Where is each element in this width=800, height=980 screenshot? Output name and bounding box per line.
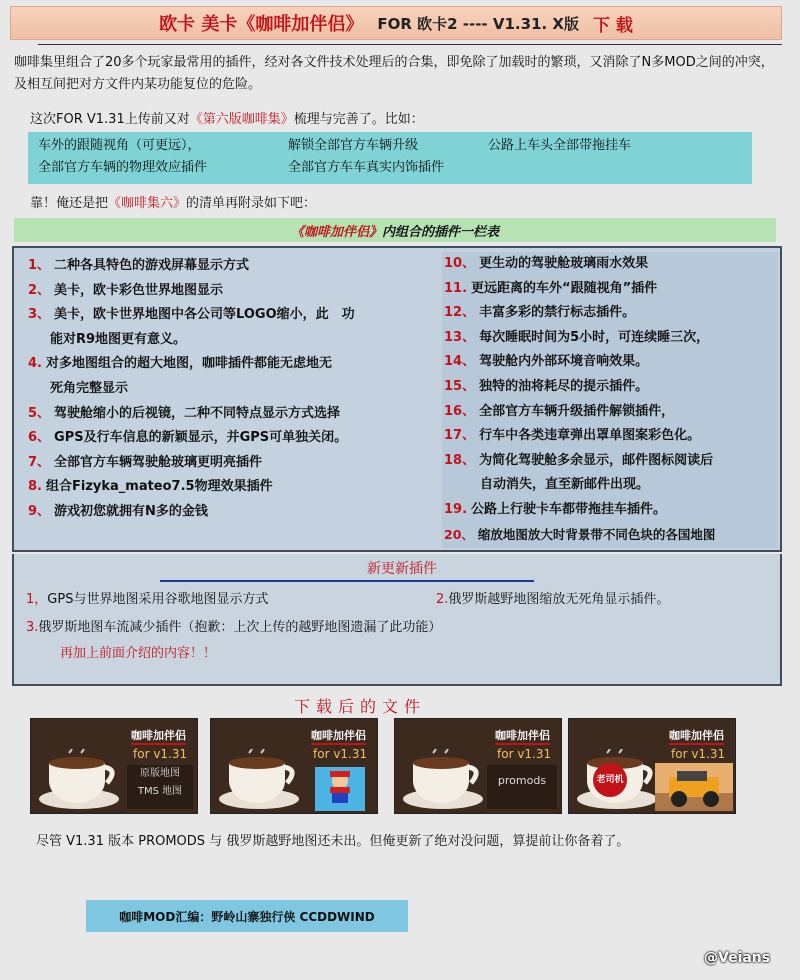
- card-label: 原版地图: [140, 768, 180, 779]
- list-item: [28, 475, 436, 500]
- item-number: 12、: [444, 305, 476, 321]
- item-text: 驾驶舱缩小的后视镜，二种不同特点显示方式选择: [54, 405, 341, 421]
- item-text: 每次睡眠时间为5小时，可连续睡三次，: [479, 329, 710, 345]
- card-title: 咖啡加伴侣: [131, 727, 186, 745]
- footer-note: 尽管 V1.31 版本 PROMODS 与 俄罗斯越野地图还未出。但俺更新了绝对没问题，算提前让你备着了。: [36, 834, 630, 849]
- item-text: GPS及行车信息的新颖显示，并GPS可单独关闭。: [54, 430, 348, 446]
- note-line: [30, 192, 316, 211]
- update-item: [26, 588, 268, 607]
- list-item: [28, 328, 436, 353]
- item-text: 组合Fizyka_mateo7.5物理效果插件: [45, 479, 273, 495]
- download-card[interactable]: [568, 718, 736, 814]
- item-text: 俄罗斯地图车流减少插件（抱歉：上次上传的越野地图遗漏了此功能）: [38, 620, 442, 635]
- mario-icon: [315, 767, 365, 811]
- list-item: [28, 426, 436, 451]
- item-number: 7、: [28, 454, 51, 470]
- item-text: 丰富多彩的禁行标志插件。: [479, 305, 636, 321]
- item-number: 4.: [28, 356, 42, 372]
- note-highlight: 《咖啡集六》: [108, 196, 187, 211]
- list-item: [28, 500, 436, 525]
- item-number: 3、: [28, 307, 51, 323]
- files-title: 下载后的文件: [293, 697, 426, 716]
- card-title: 咖啡加伴侣: [669, 727, 724, 745]
- title-banner: [10, 6, 782, 40]
- item-text: 驾驶舱内外部环境音响效果。: [479, 354, 649, 370]
- item-number: 18、: [444, 452, 476, 468]
- list-item: [444, 424, 778, 449]
- feature-row: [38, 157, 742, 179]
- item-text: 能对R9地图更有意义。: [50, 331, 187, 347]
- item-number: 16、: [444, 403, 476, 419]
- item-number: 11.: [444, 280, 468, 296]
- item-text: 为简化驾驶舱多余显示，邮件图标阅读后: [479, 452, 714, 468]
- item-number: 14、: [444, 354, 476, 370]
- intro-paragraph: 咖啡集里组合了20多个玩家最常用的插件，经对各文件技术处理后的合集，即免除了加载时的繁琐，又消除了N多MOD之间的冲突，及相互间把对方文件内某功能复位的危险。: [14, 55, 774, 92]
- credit-box: 咖啡MOD汇编：野岭山寨独行侠 CCDDWIND: [86, 900, 408, 932]
- card-version: for v1.31: [497, 747, 552, 761]
- item-number: 5、: [28, 405, 51, 421]
- list-item: [444, 252, 778, 277]
- item-number: 17、: [444, 428, 476, 444]
- coffee-cup-icon: [403, 749, 489, 811]
- card-version: for v1.31: [671, 747, 726, 761]
- jeep-icon: [655, 763, 733, 811]
- list-heading-highlight: 《咖啡加伴侣》: [290, 224, 382, 240]
- item-text: 美卡，欧卡世界地图中各公司等LOGO缩小，此 功: [54, 307, 355, 323]
- item-number: 20、: [444, 526, 474, 542]
- list-item: [28, 279, 436, 304]
- item-text: 公路上行驶卡车都带拖挂车插件。: [471, 501, 667, 517]
- card-title: 咖啡加伴侣: [495, 727, 550, 745]
- item-text: 更生动的驾驶舱玻璃雨水效果: [479, 256, 649, 271]
- update-item: [436, 588, 669, 607]
- item-text: 更远距离的车外“跟随视角”插件: [471, 280, 658, 296]
- list-heading-text: 内组合的插件一栏表: [382, 224, 500, 240]
- update-item: [26, 616, 441, 635]
- coffee-cup-icon: [39, 749, 125, 811]
- update-title: 新更新插件: [367, 561, 437, 577]
- intro-line-text: 这次FOR V1.31上传前又对: [30, 112, 190, 127]
- item-text: 缩放地图放大时背景带不同色块的各国地图: [477, 526, 716, 542]
- download-link[interactable]: 下 载: [593, 15, 633, 36]
- feature-row: [38, 135, 742, 157]
- item-text: 全部官方车辆驾驶舱玻璃更明亮插件: [54, 454, 263, 470]
- intro-line: [30, 108, 770, 127]
- card-labels: [127, 765, 193, 809]
- item-text: 游戏初您就拥有N多的金钱: [54, 503, 208, 519]
- plugin-list-left: [28, 254, 436, 525]
- coffee-cup-icon: [219, 749, 305, 811]
- intro-line-highlight: 《第六版咖啡集》: [189, 112, 294, 127]
- item-text: 美卡，欧卡彩色世界地图显示: [54, 282, 224, 298]
- card-version: for v1.31: [133, 747, 188, 761]
- card-label: promods: [497, 774, 547, 787]
- intro-line-text-after: 梳理与完善了。比如：: [293, 112, 424, 127]
- list-item: [444, 277, 778, 302]
- item-number: 6、: [28, 430, 51, 446]
- item-number: 9、: [28, 503, 51, 519]
- item-text: 全部官方车辆升级插件解锁插件，: [479, 403, 675, 419]
- list-item: [444, 449, 778, 474]
- list-item: [28, 303, 436, 328]
- note-text-after: 的清单再附录如下吧：: [186, 196, 317, 211]
- item-text: 行车中各类违章弹出罩单图案彩色化。: [479, 428, 701, 444]
- plugin-list-panel: [12, 246, 782, 552]
- list-item: [444, 350, 778, 375]
- list-item: [28, 451, 436, 476]
- list-item: [28, 377, 436, 402]
- item-number: 15、: [444, 378, 476, 394]
- feature-item: 解锁全部官方车辆升级: [288, 138, 419, 153]
- item-number: 13、: [444, 329, 476, 345]
- item-text: 死角完整显示: [50, 380, 129, 396]
- item-text: 对多地图组合的超大地图，咖啡插件都能无虑地无: [45, 356, 332, 372]
- item-text: 俄罗斯越野地图缩放无死角显示插件。: [448, 592, 670, 607]
- title-divider: [38, 44, 782, 45]
- download-card[interactable]: [394, 718, 562, 814]
- list-item: [444, 301, 778, 326]
- item-text: 自动消失，直至新邮件出现。: [480, 477, 650, 493]
- item-number: 1、: [28, 258, 51, 273]
- plugin-list-right: [442, 252, 778, 548]
- item-number: 1，: [26, 592, 48, 607]
- update-extra: 再加上前面介绍的内容！！: [60, 646, 217, 661]
- list-item: [444, 498, 778, 523]
- card-label: TMS 地图: [137, 786, 183, 797]
- update-divider: [160, 580, 534, 582]
- download-card[interactable]: [210, 718, 378, 814]
- old-driver-badge: 老司机: [593, 763, 627, 797]
- item-number: 2、: [28, 282, 51, 298]
- feature-item: 公路上车头全部带拖挂车: [488, 138, 632, 153]
- list-item: [444, 400, 778, 425]
- card-version: for v1.31: [313, 747, 368, 761]
- watermark: @Veians: [704, 950, 771, 966]
- list-item: [444, 523, 778, 548]
- item-number: 19.: [444, 501, 468, 517]
- list-item: [444, 375, 778, 400]
- card-title: 咖啡加伴侣: [311, 727, 366, 745]
- item-number: 10、: [444, 256, 476, 271]
- feature-item: 全部官方车辆的物理效应插件: [38, 160, 208, 175]
- item-number: 8.: [28, 479, 42, 495]
- plugin-list-heading: [14, 218, 776, 242]
- feature-highlight-box: [28, 132, 752, 184]
- card-labels: [487, 765, 557, 809]
- feature-item: 全部官方车车真实内饰插件: [288, 160, 445, 175]
- list-item: [444, 473, 778, 498]
- item-text: 二种各具特色的游戏屏幕显示方式: [54, 258, 250, 273]
- item-number: 2.: [436, 592, 449, 607]
- item-text: GPS与世界地图采用谷歌地图显示方式: [47, 592, 269, 607]
- list-item: [28, 352, 436, 377]
- feature-item: 车外的跟随视角（可更远），: [38, 138, 201, 153]
- list-item: [444, 326, 778, 351]
- title-version: FOR 欧卡2 ---- V1.31. X版: [377, 14, 579, 33]
- note-text: 靠！俺还是把: [30, 196, 109, 211]
- page-title: 欧卡 美卡《咖啡加伴侣》: [159, 14, 364, 35]
- download-card[interactable]: [30, 718, 198, 814]
- item-text: 独特的油将耗尽的提示插件。: [479, 378, 649, 394]
- list-item: [28, 402, 436, 427]
- item-number: 3.: [26, 620, 39, 635]
- list-item: [28, 254, 436, 279]
